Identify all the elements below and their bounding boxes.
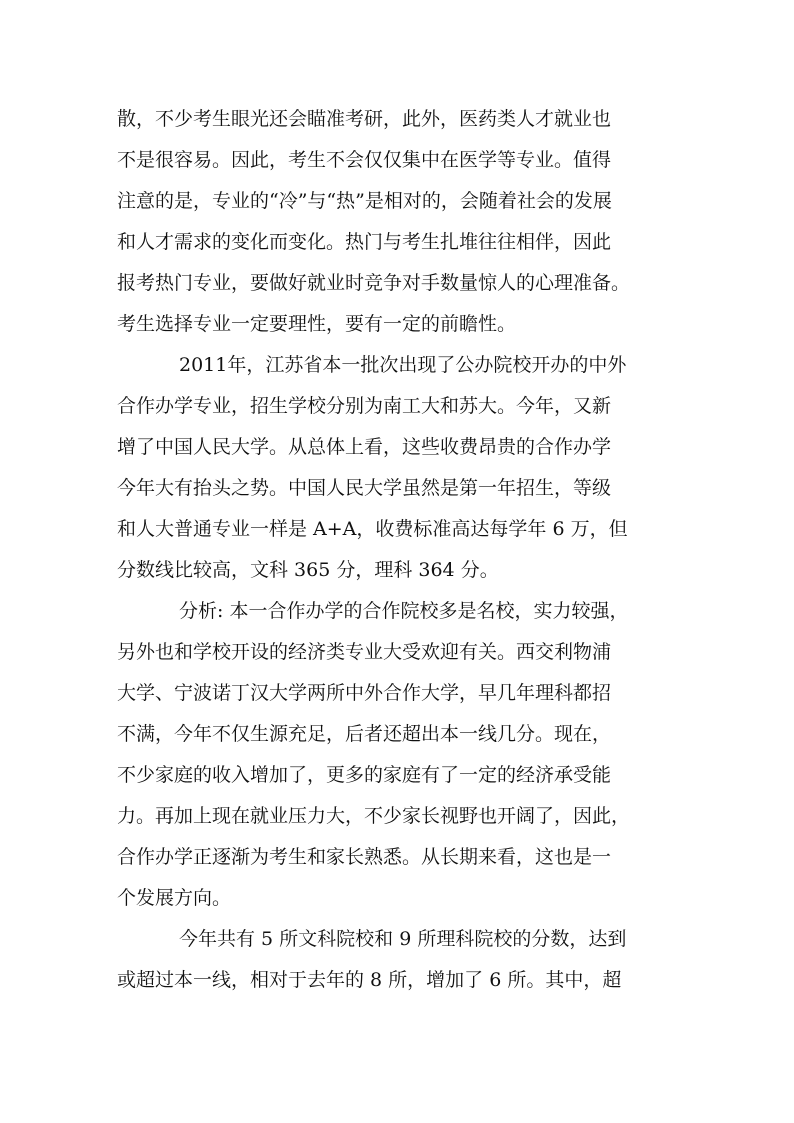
text-line: 不是很容易。因此，考生不会仅仅集中在医学等专业。值得 (117, 149, 612, 171)
paragraph-start-line: 分析: 本一合作办学的合作院校多是名校，实力较强， (179, 600, 629, 622)
text-line: 不少家庭的收入增加了，更多的家庭有了一定的经济承受能 (117, 764, 612, 786)
text-line: 或超过本一线，相对于去年的 8 所，增加了 6 所。其中，超 (117, 969, 622, 991)
text-line: 注意的是，专业的“冷”与“热”是相对的，会随着社会的发展 (117, 190, 612, 212)
paragraph-start-line: 今年共有 5 所文科院校和 9 所理科院校的分数，达到 (179, 928, 627, 950)
text-line: 合作办学专业，招生学校分别为南工大和苏大。今年，又新 (117, 395, 612, 417)
text-line: 增了中国人民大学。从总体上看，这些收费昂贵的合作办学 (117, 436, 612, 458)
text-line: 另外也和学校开设的经济类专业大受欢迎有关。西交利物浦 (117, 641, 612, 663)
text-line: 考生选择专业一定要理性，要有一定的前瞻性。 (117, 313, 517, 335)
text-line: 报考热门专业，要做好就业时竞争对手数量惊人的心理准备。 (117, 272, 631, 294)
text-line: 力。再加上现在就业压力大，不少家长视野也开阔了，因此， (117, 805, 631, 827)
text-line: 今年大有抬头之势。中国人民大学虽然是第一年招生，等级 (117, 477, 612, 499)
text-line: 个发展方向。 (117, 887, 232, 909)
body-text (117, 99, 687, 1001)
text-line: 和人才需求的变化而变化。热门与考生扎堆往往相伴，因此 (117, 231, 612, 253)
text-line: 合作办学正逐渐为考生和家长熟悉。从长期来看，这也是一 (117, 846, 612, 868)
text-line: 散，不少考生眼光还会瞄准考研，此外，医药类人才就业也 (117, 108, 612, 130)
text-line: 大学、宁波诺丁汉大学两所中外合作大学，早几年理科都招 (117, 682, 612, 704)
text-line: 分数线比较高，文科 365 分，理科 364 分。 (117, 559, 499, 581)
paragraph-start-line: 2011年，江苏省本一批次出现了公办院校开办的中外 (179, 354, 627, 376)
text-line: 和人大普通专业一样是 A+A，收费标准高达每学年 6 万，但 (117, 518, 628, 540)
text-line: 不满，今年不仅生源充足，后者还超出本一线几分。现在， (117, 723, 612, 745)
